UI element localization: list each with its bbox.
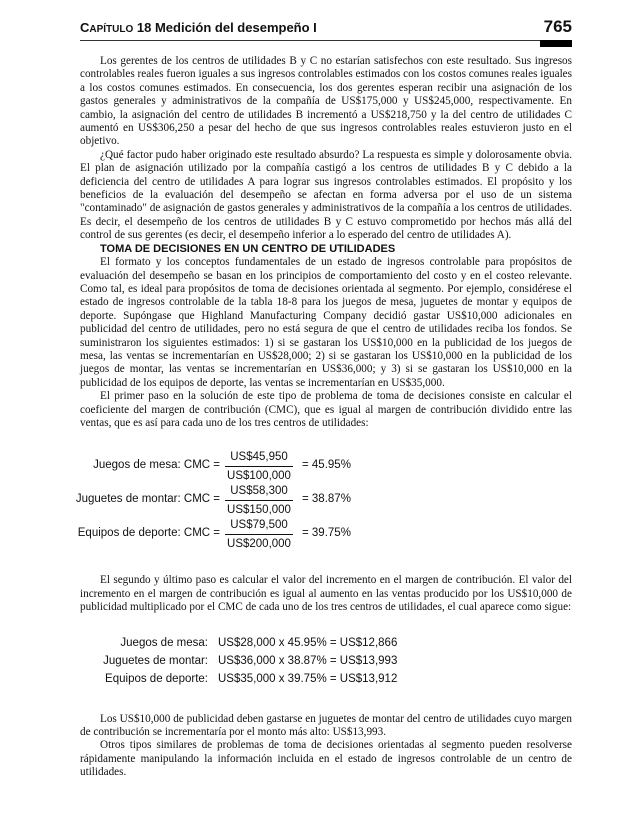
paragraph: Los US$10,000 de publicidad deben gastarse en juguetes de montar del centro de utilidades cuyo margen de contribución se incrementaría por el monto más alto: US$13,993. <box>80 712 572 738</box>
increment-calculations <box>80 637 572 691</box>
page-number: 765 <box>543 17 572 36</box>
equation-label: Juegos de mesa: CMC = <box>93 459 220 472</box>
equation-result: = 45.95% <box>302 459 351 472</box>
increment-row <box>80 655 572 671</box>
cmc-equation <box>75 484 572 517</box>
increment-row <box>80 673 572 689</box>
cmc-equation <box>80 450 572 482</box>
cmc-equations <box>75 450 572 551</box>
running-header <box>80 17 572 40</box>
increment-row <box>80 637 572 653</box>
paragraph: ¿Qué factor pudo haber originado este resultado absurdo? La respuesta es simple y dolorosamente obvia. El plan de asignación utilizado por la compañía castigó a los centros de utilidades B y C debido a la deficiencia del centro de utilidades A para lograr sus ingresos controlables estimados. El propósito y los beneficios de la evaluación del desempeño se afectan en forma adversa por el uso de un sistema "contaminado" de asignación de gastos generales y administrativos de la compañía a los centros de utilidades. Es decir, el desempeño de los centros de utilidades B y C estuvo comprometido por hechos más allá del control de sus gerentes (es decir, el desempeño inferior a lo esperado del centro de utilidades A). <box>80 148 572 242</box>
paragraph: El primer paso en la solución de este tipo de problema de toma de decisiones consiste en calcular el coeficiente del margen de contribución (CMC), que es igual al margen de contribución dividido entre las ventas, que es así para cada uno de los tres centros de utilidades: <box>80 390 572 429</box>
denominator: US$100,000 <box>227 470 291 483</box>
increment-expression: US$35,000 x 39.75% = US$13,912 <box>218 672 398 685</box>
paragraph: Otros tipos similares de problemas de toma de decisiones orientadas al segmento pueden resolverse rápidamente manipulando la información incluida en el estado de ingresos controlable de un centro de utilidades. <box>80 739 572 779</box>
fraction-bar <box>225 534 293 535</box>
numerator: US$45,950 <box>230 451 288 464</box>
increment-expression: US$28,000 x 45.95% = US$12,866 <box>218 636 398 649</box>
fraction <box>225 484 293 517</box>
numerator: US$58,300 <box>230 485 288 498</box>
fraction <box>225 450 293 483</box>
chapter-tab-marker <box>540 40 572 47</box>
increment-label: Juegos de mesa: <box>120 636 208 649</box>
body-text <box>75 55 572 780</box>
chapter-title: CAPÍTULO 18 Medición del desempeño I <box>80 20 317 35</box>
increment-label: Juguetes de montar: <box>103 654 208 667</box>
header-rule <box>80 40 572 41</box>
cmc-equation <box>77 518 572 551</box>
fraction-bar <box>225 466 293 467</box>
equation-result: = 39.75% <box>302 527 351 540</box>
paragraph: El formato y los conceptos fundamentales de un estado de ingresos controlable para propósitos de evaluación del desempeño se basan en los principios de comportamiento del costo y en el costeo relevante. Como tal, es ideal para propósitos de toma de decisiones orientada al segmento. Por ejemplo, considérese el estado de ingresos controlable de la tabla 18-8 para los juegos de mesa, juguetes de montar y equipos de deporte. Supóngase que Highland Manufacturing Company decidió gastar US$10,000 adicionales en publicidad del centro de utilidades, pero no está segura de que el centro de utilidades reciba los fondos. Se suministraron los siguientes estimados: 1) si se gastaran los US$10,000 en la publicidad de los juegos de mesa, las ventas se incrementarían en US$28,000; 2) si se gastaran los US$10,000 en la publicidad de los juegos de montar, las ventas se incrementarían en US$36,000; y 3) si se gastaran los US$10,000 en la publicidad de los equipos de deporte, las ventas se incrementarían en US$35,000. <box>80 256 572 389</box>
increment-label: Equipos de deporte: <box>105 672 208 685</box>
paragraph: El segundo y último paso es calcular el valor del incremento en el margen de contribución. El valor del incremento en el margen de contribución es igual al aumento en las ventas producido por los US$10,000 de publicidad multiplicado por el CMC de cada uno de los tres centros de utilidades, el cual aparece como sigue: <box>80 574 572 614</box>
fraction <box>225 518 293 551</box>
equation-result: = 38.87% <box>302 493 351 506</box>
increment-expression: US$36,000 x 38.87% = US$13,993 <box>218 654 398 667</box>
fraction-bar <box>225 500 293 501</box>
denominator: US$200,000 <box>227 538 291 551</box>
equation-label: Juguetes de montar: CMC = <box>75 493 220 506</box>
numerator: US$79,500 <box>230 519 288 532</box>
denominator: US$150,000 <box>227 504 291 517</box>
equation-label: Equipos de deporte: CMC = <box>77 527 220 540</box>
paragraph: Los gerentes de los centros de utilidades B y C no estarían satisfechos con este resultado. Sus ingresos controlables reales fueron iguales a sus ingresos controlables estimados con los costos comunes reales iguales a los costos comunes estimados. En consecuencia, los dos gerentes esperan recibir una asignación de los gastos generales y administrativos de la compañía de US$175,000 y US$245,000, respectivamente. En cambio, la asignación del centro de utilidades B incrementó a US$218,750 y la del centro de utilidades C aumentó en US$306,250 a pesar del hecho de que sus ingresos controlables reales estuvieron justo en el objetivo. <box>80 55 572 148</box>
section-heading: TOMA DE DECISIONES EN UN CENTRO DE UTILIDADES <box>100 242 396 255</box>
